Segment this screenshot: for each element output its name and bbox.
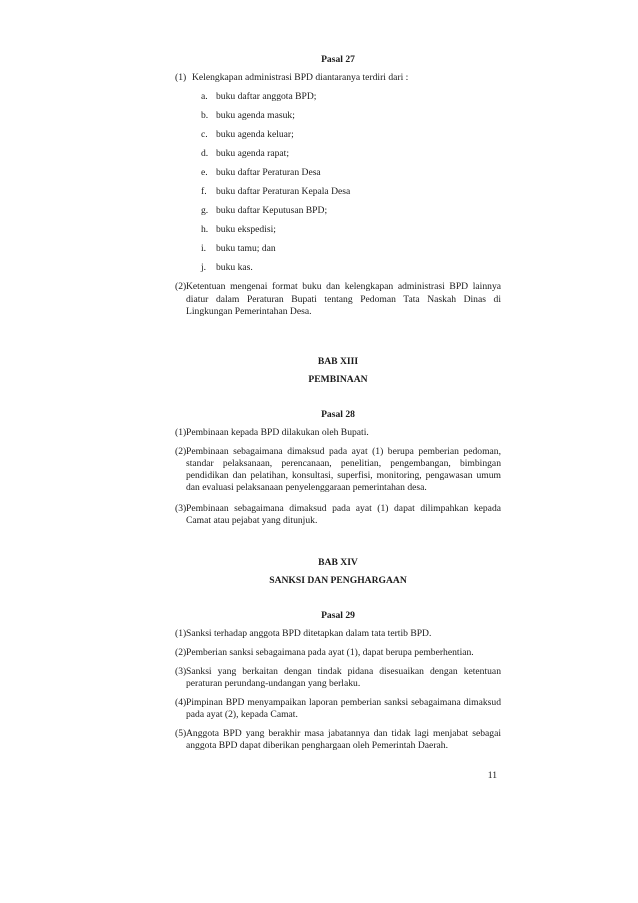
list-text: buku agenda rapat;	[216, 148, 289, 159]
list-letter: h.	[201, 224, 209, 235]
list-text: buku tamu; dan	[216, 243, 276, 254]
list-letter: j.	[201, 262, 207, 273]
list-text: buku ekspedisi;	[216, 224, 276, 235]
list-letter: c.	[201, 129, 208, 140]
pasal-28-paragraph-3	[175, 503, 501, 527]
list-text: buku daftar Peraturan Kepala Desa	[216, 186, 351, 197]
pasal-28-paragraph-2	[175, 446, 501, 494]
list-letter: d.	[201, 148, 209, 159]
list-letter: b.	[201, 110, 209, 121]
paragraph-text: Pemberian sanksi sebagaimana pada ayat (1), dapat berupa pemberhentian.	[186, 647, 474, 658]
paragraph-number: (2)	[175, 281, 187, 292]
pasal-29-paragraph-1	[175, 628, 501, 640]
page-number: 11	[487, 770, 497, 781]
pasal-29-paragraph-2	[175, 647, 501, 659]
list-text: buku daftar Keputusan BPD;	[216, 205, 328, 216]
paragraph-text: Anggota BPD yang berakhir masa jabatannya dan tidak lagi menjabat sebagai anggota BPD dapat diberikan penghargaan oleh Pemerintah Daerah.	[186, 728, 501, 751]
pasal-29-paragraph-3	[175, 666, 501, 690]
list-letter: f.	[201, 186, 207, 197]
list-letter: a.	[201, 91, 208, 102]
paragraph-number: (2)	[175, 446, 187, 457]
paragraph-number: (1)	[175, 72, 187, 83]
chapter-subtitle: PEMBINAAN	[308, 374, 368, 385]
paragraph-text: Pembinaan sebagaimana dimaksud pada ayat (1) dapat dilimpahkan kepada Camat atau pejabat yang ditunjuk.	[186, 503, 501, 526]
list-letter: g.	[201, 205, 209, 216]
list-text: buku daftar Peraturan Desa	[216, 167, 321, 178]
chapter-title: BAB XIII	[317, 356, 359, 367]
chapter-title: BAB XIV	[318, 557, 358, 568]
paragraph-number: (2)	[175, 647, 187, 658]
pasal-27-paragraph-2	[175, 281, 501, 319]
paragraph-text: Pembinaan kepada BPD dilakukan oleh Bupati.	[186, 427, 369, 438]
paragraph-text: Ketentuan mengenai format buku dan kelengkapan administrasi BPD lainnya diatur dalam Peraturan Bupati tentang Pedoman Tata Naskah Dinas di Lingkungan Pemerintahan Desa.	[186, 281, 501, 317]
list-text: buku kas.	[216, 262, 253, 273]
paragraph-number: (3)	[175, 503, 187, 514]
pasal-29-paragraph-5	[175, 728, 501, 752]
paragraph-number: (1)	[175, 628, 187, 639]
paragraph-number: (3)	[175, 666, 187, 677]
pasal-28-title: Pasal 28	[321, 409, 355, 420]
paragraph-text: Kelengkapan administrasi BPD diantaranya terdiri dari :	[192, 72, 409, 83]
list-text: buku agenda keluar;	[216, 129, 294, 140]
pasal-29-paragraph-4	[175, 697, 501, 721]
paragraph-number: (5)	[175, 728, 187, 739]
pasal-27-paragraph-1	[175, 72, 501, 84]
list-letter: i.	[201, 243, 207, 254]
chapter-subtitle: SANKSI DAN PENGHARGAAN	[269, 575, 407, 586]
paragraph-text: Sanksi terhadap anggota BPD ditetapkan dalam tata tertib BPD.	[186, 628, 432, 639]
pasal-27-title: Pasal 27	[321, 54, 355, 65]
paragraph-text: Sanksi yang berkaitan dengan tindak pidana disesuaikan dengan ketentuan peraturan perundang-undangan yang berlaku.	[186, 666, 501, 689]
list-text: buku daftar anggota BPD;	[216, 91, 317, 102]
paragraph-number: (4)	[175, 697, 187, 708]
pasal-29-title: Pasal 29	[321, 610, 355, 621]
list-text: buku agenda masuk;	[216, 110, 295, 121]
paragraph-text: Pimpinan BPD menyampaikan laporan pemberian sanksi sebagaimana dimaksud pada ayat (2), kepada Camat.	[186, 697, 501, 720]
paragraph-number: (1)	[175, 427, 187, 438]
paragraph-text: Pembinaan sebagaimana dimaksud pada ayat (1) berupa pemberian pedoman, standar pelaksanaan, perencanaan, penelitian, pengembangan, bimbingan pendidikan dan pelatihan, konsultasi, superfisi, monitoring, pengawasan umum dan evaluasi pelaksanaan penyelenggaraan pemerintahan desa.	[186, 446, 501, 493]
list-letter: e.	[201, 167, 208, 178]
pasal-28-paragraph-1	[175, 427, 501, 439]
